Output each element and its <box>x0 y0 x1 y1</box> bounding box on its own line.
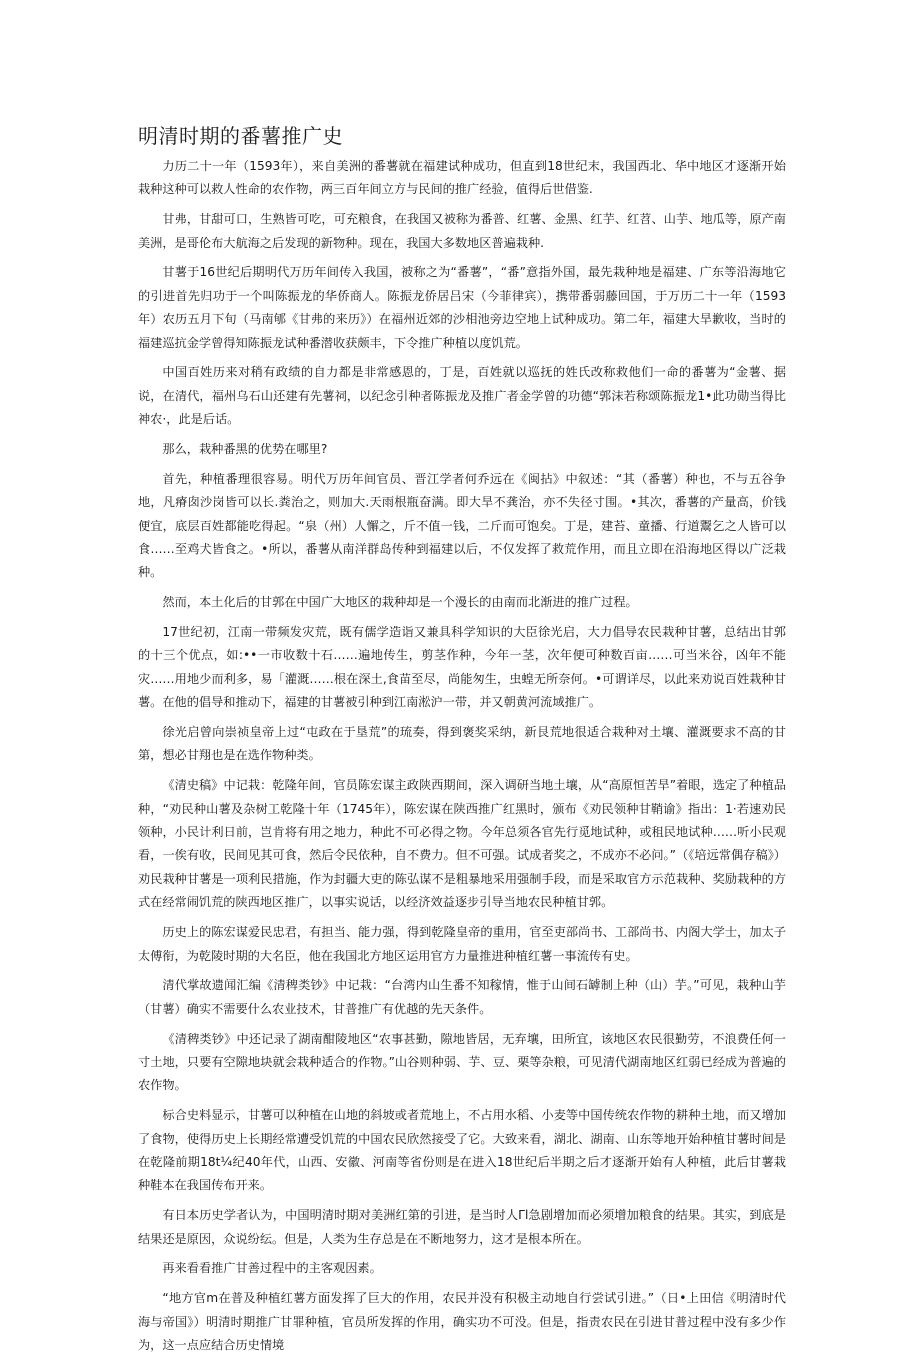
paragraph-1: 力历二十一年（1593年），来自美洲的番薯就在福建试种成功，但直到18世纪末，我国西北、华中地区才逐渐开始栽种这种可以救人性命的农作物，两三百年间立方与民间的推广经验，值得后世借鉴. <box>138 159 786 197</box>
paragraph-11: 历史上的陈宏谋爱民忠君，有担当、能力强，得到乾隆皇帝的重用，官至吏部尚书、工部尚书、内阁大学士，加太子太傅衔，为乾陵时期的大名臣，他在我国北方地区运用官方力量推进种植红薯一事流传有史。 <box>138 925 786 963</box>
paragraph-14: 标合史料显示，甘薯可以种植在山地的斜坡或者荒地上，不占用水稻、小麦等中国传统农作物的耕种土地，而又增加了食物，使得历史上长期经常遭受饥荒的中国农民欣然接受了它。大致来看，湖北、湖南、山东等地开始种植甘薯时间是在乾隆前期18t¼纪40年代，山西、安徽、河南等省份则是在进入18世纪后半期之后才逐渐开始有人种植，此后甘薯栽种鞋本在我国传布开来。 <box>138 1108 786 1193</box>
paragraph-4: 中国百姓历来对稍有政绩的自力都是非常感恩的，丁是，百姓就以巡抚的姓氏改称救他们一命的番薯为“金薯、据说，在清代，福州乌石山还建有先薯祠，以纪念引种者陈振龙及推广者金学曾的功德“郭沫若称颂陈振龙1•此功勋当得比神农·，此是后话。 <box>138 365 786 427</box>
paragraph-9: 徐光启曾向崇祯皇帝上过“屯政在于垦荒”的琉奏，得到褒奖采纳，新艮荒地很适合栽种对土壤、灌溉要求不高的甘第，想必甘翔也是在选作物种类。 <box>138 725 786 763</box>
paragraph-7: 然而，本土化后的甘郭在中国广大地区的栽种却是一个漫长的由南而北渐进的推广过程。 <box>162 595 638 610</box>
paragraph-2: 甘弗，甘甜可口，生熟皆可吃，可充粮食，在我国又被称为番普、红薯、金黑、红芋、红苕、山芋、地瓜等，原产南美洲，是哥伦布大航海之后发现的新物种。现在，我国大多数地区普遍栽种. <box>138 212 786 250</box>
paragraph-13: 《清稗类钞》中还记录了湖南酣陵地区“农事甚勤，隙地皆居，无弃壤，田所宜，该地区农民很勤劳，不浪费任何一寸土地，只要有空隙地块就会栽种适合的作物。”山谷则种弱、芋、豆、栗等杂粮，可见清代湖南地区红弱已经成为普遍的农作物。 <box>138 1031 786 1093</box>
paragraph-6: 首先，种植番理很容易。明代万历年间官员、晋江学者何乔远在《闽拈》中叙述：“其（番薯）种也，不与五谷争地，凡瘠囱沙岗皆可以长.粪治之，则加大.天雨根瓶奋满。即大旱不龚治，亦不失径寸围。•其次，番薯的产量高，价钱便宜，底层百姓都能吃得起。“泉（州）人懈之，斤不值一钱，二斤而可饱矣。丁是，建苔、童播、行道鬻乞之人皆可以食……至鸡犬皆食之。•所以，番薯从南洋群岛传种到福建以后，不仅发挥了救荒作用，而且立即在沿海地区得以广泛栽种。 <box>138 471 786 580</box>
paragraph-3: 甘薯于16世纪后期明代万历年间传入我国，被称之为“番薯”，“番”意指外国，最先栽种地是福建、广东等沿海地它的引进首先归功于一个叫陈振龙的华侨商人。陈振龙侨居吕宋（今菲律宾），携带番弱藤回国，于万历二十一年（1593年）农历五月下旬（马南郇《甘弗的来历》）在福州近郊的沙相池旁边空地上试种成功。第二年，福建大旱歉收，当时的福建巡抗金学曾得知陈振龙试种番潜收获颇丰，下令推广种植以度饥荒。 <box>138 265 786 350</box>
paragraph-10: 《清史稿》中记栽：乾隆年间，官员陈宏谋主政陕西期间，深入调研当地土壤，从“高原恒苦旱”着眼，选定了种植品种，“劝民种山薯及杂树工乾隆十年（1745年），陈宏谋在陕西推广红黑时，颁布《劝民领种甘鞘谕》指出：1·若速劝民领种，小民计利日前，岂肯将有用之地力，种此不可必得之物。今年总须各官先行觅地试种，或租民地试种……听小民观看，一俟有收，民间见其可食，然后令民依种，自不费力。但不可强。试成者奖之，不成亦不必问。”（《培远常偶存稿》）劝民栽种甘薯是一项利民措施，作为封疆大吏的陈弘谋不是粗暴地采用强制手段，而是采取官方示范栽种、奖励栽种的方式在经常闹饥荒的陕西地区推广，以事实说话，以经济效益逐步引导当地农民种植甘郭。 <box>138 778 786 910</box>
paragraph-16: 再来看看推广甘善过程中的主客观因素。 <box>162 1261 382 1276</box>
paragraph-12: 清代掌故遗闻汇编《清稗类钞》中记栽：“台湾内山生番不知稼情，惟于山间石罅制上种（山）芋。”可见，栽种山芋（甘薯）确实不需要什么农业技术，甘普推广有优越的先天条件。 <box>138 978 786 1016</box>
document-body <box>138 155 786 1364</box>
paragraph-17: “地方官m在普及种植红薯方面发挥了巨大的作用，农民并没有积极主动地自行尝试引进。”（日•上田信《明清时代 海与帝国》）明清时期推广甘罪种植，官员所发挥的作用，确实功不可没。但是，指责农民在引进甘普过程中没有多少作为，这一点应结合历史情境 <box>138 1291 786 1352</box>
paragraph-15: 有日本历史学者认为，中国明清时期对美洲红第的引进，是当时人Γl急剧增加而必须增加粮食的结果。其实，到底是结果还是原因，众说纷纭。但是，人类为生存总是在不断地努力，这才是根本所在。 <box>138 1208 786 1246</box>
paragraph-5: 那么，栽种番黑的优势在哪里? <box>162 442 328 457</box>
paragraph-8: 17世纪初，江南一带频发灾荒，既有儒学造诣又兼具科学知识的大臣徐光启，大力倡导农民栽种甘薯，总结出甘郭的十三个优点，如:••一市收数十石……遍地传生，剪茎作种，今年一茎，次年便可种数百亩……可当米谷，凶年不能灾……用地少而利多，易「灌溉……根在深土,食苗至尽，尚能匆生，虫蝗无所奈何。•可谓详尽，以此来劝说百姓栽种甘薯。在他的倡导和推动下，福建的甘薯被引种到江南淞沪一带，并又朝黄河流域推广。 <box>138 625 786 710</box>
document-title: 明清时期的番薯推广史 <box>138 124 343 148</box>
